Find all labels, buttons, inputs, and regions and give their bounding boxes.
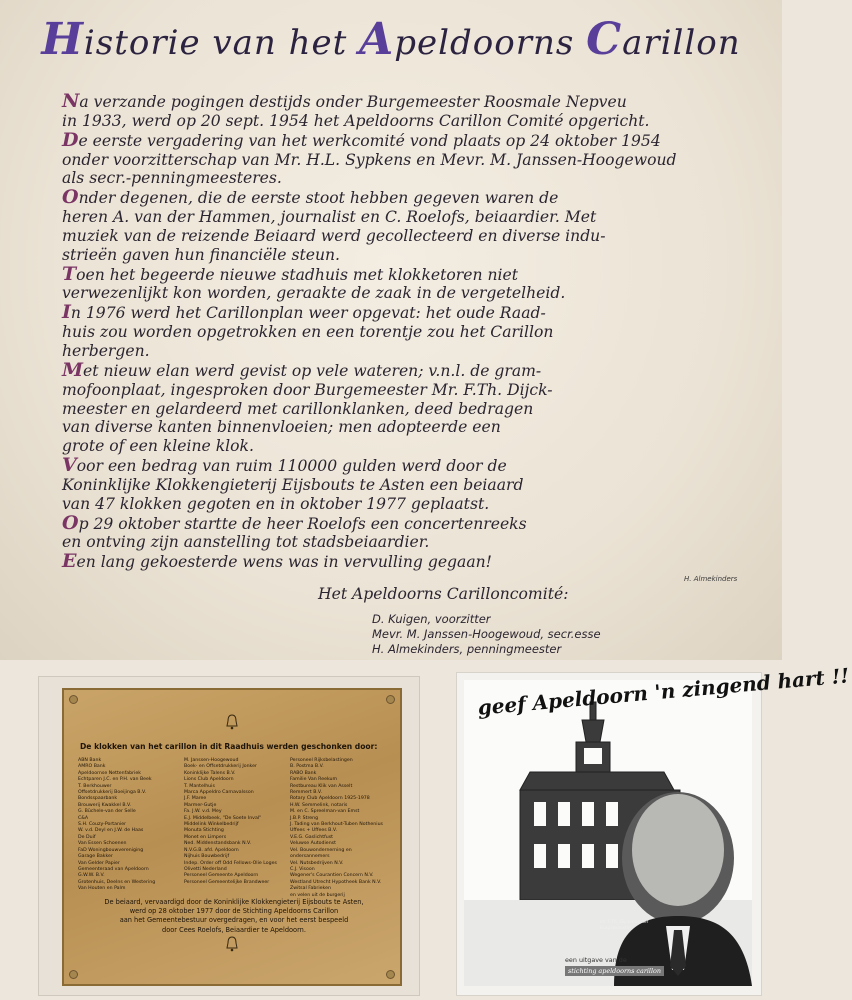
line-text: oor een bedrag van ruim 110000 gulden werd door de [76,457,507,476]
donor-name: Van Houten en Palm [78,886,126,892]
line-text: meester en gelardeerd met carillonklanken, deed bedragen [62,399,534,418]
line-text: oen het begeerde nieuwe stadhuis met klokketoren niet [76,265,518,284]
text-line [62,188,727,208]
text-line [62,456,727,476]
donor-name: H.W. Semmelink, notaris [290,802,348,808]
text-line [62,169,727,188]
donor-name: J.B.P. Streng [290,815,319,821]
text-line [62,533,727,552]
mayor-caption: Mr. F.Th. Dijckmeester Burgemeester [600,920,649,931]
donor-name: Bondsspaarbank [78,796,118,802]
donor-name: Restbureau Klik van Asselt [290,783,353,789]
title-initial-a: A [359,14,395,65]
donor-name: Personeel Gemeente Apeldoorn [184,873,259,879]
donor-name: J.F. Maree [184,796,207,802]
donor-name: Vel. Bouwondernerning en ondersannemers [290,847,352,860]
donor-column [184,758,286,899]
line-text: a verzande pogingen destijds onder Burgemeester Roosmale Nepveu [79,93,627,111]
donor-name: Brouwerij Kwakkel B.V. [78,802,132,808]
text-line [62,92,727,112]
text-line [62,227,727,246]
screw-icon [69,695,78,704]
line-text: als secr.-penningmeesteres. [62,169,282,188]
screw-icon [386,970,395,979]
donor-name: Grotenhuis, Deelns en Westering [78,879,156,885]
text-line [62,437,727,456]
plaque-footer [78,898,390,935]
title-part-3: arillon [622,23,741,63]
poster-credit: een uitgave van de [565,956,627,964]
small-signature: H. Almekinders [684,575,738,583]
title-part-2: peldoorns [394,23,587,63]
line-text: Koninklijke Klokkengieterij Eijsbouts te Asten een beiaard [62,475,524,494]
donor-name: N.V.G.B. afd. Apeldoorn [184,847,239,853]
donor-name: M. en C. Spreelman-van Emst [290,809,360,815]
committee-name: Het Apeldoorns Carilloncomité: [318,585,569,603]
initial-letter: V [62,454,77,477]
donor-name: Indep. Order off Odd Fellows-Olie Loges [184,860,277,866]
initial-letter: T [62,262,77,285]
text-line [62,511,727,534]
donor-column [78,758,180,899]
line-text: et nieuw elan werd gevist op vele wateren; v.n.l. de gram- [83,361,542,380]
poster-banner: geef Apeldoorn 'n zingend hart !! [476,663,851,720]
donor-name: M. Janssen-Hoogewoud [184,758,239,763]
line-text: muziek van de reizende Beiaard werd gecollecteerd en diverse indu- [62,226,606,245]
donor-name: C.J. Visoon [290,866,315,872]
donor-name: T. Mantelhuis [184,783,215,789]
line-text: en lang gekoesterde wens was in vervulling gegaan! [76,553,492,572]
line-text: van diverse kanten binnenvloeien; men adopteerde een [62,418,501,437]
text-line [62,128,727,151]
member-line: D. Kuigen, voorzitter [372,612,491,626]
donor-name: J. Tading van Berkhout-Tuben Nothenius [290,822,383,828]
donor-name: FaD Woningbouwvereniging [78,847,144,853]
history-text [62,92,727,572]
text-line [62,476,727,495]
initial-letter: E [62,550,77,573]
donor-name: Familie Van Reekum [290,777,338,783]
donor-name: Monuta Stichting [184,828,224,834]
line-text: p 29 oktober startte de heer Roelofs een concertenreeks [78,514,527,533]
line-text: mofoonplaat, ingesproken door Burgemeester Mr. F.Th. Dijck- [62,380,553,399]
donor-name: Marmer-Gutje [184,802,217,808]
donor-name: G. Büchele-van der Selle [78,809,136,815]
text-line [62,400,727,419]
donor-name: RABO Bank [290,770,317,776]
donor-name: Rotary Club Apeldoorn 1925-1978 [290,796,370,802]
member-line: Mevr. M. Janssen-Hoogewoud, secr.esse [372,627,601,641]
donor-name: Van Gelder Papier [78,860,120,866]
text-line [62,418,727,437]
text-line [62,358,727,381]
donor-name: Marca Appeldro Carnavalsson [184,790,254,796]
line-text: onder voorzitterschap van Mr. H.L. Sypkens en Mevr. M. Janssen-Hoogewoud [62,150,677,169]
donor-name: en velen uit de burgerij [290,892,345,898]
line-text: herbergen. [62,341,150,360]
initial-letter: I [62,301,71,324]
donor-name: Veluwse Autodienst [290,841,336,847]
donor-name: Garage Bakker [78,854,113,860]
donor-name: Koninklijke Talens B.V. [184,770,236,776]
line-text: n 1976 werd het Carillonplan weer opgevat: het oude Raad- [70,304,546,323]
donor-name: Echtparen J.C. en P.H. van Beek [78,777,152,783]
plaque-footer-line: aan het Gemeentebestuur overgedragen, en voor het eerst bespeeld [119,916,349,925]
line-text: in 1933, werd op 20 sept. 1954 het Apeldoorns Carillon Comité opgericht. [62,111,650,130]
initial-letter: O [62,186,79,209]
donor-name: T. Berkhouwer [78,783,112,789]
text-line [62,381,727,400]
donor-name: Ned. Middenstandsbank N.V. [184,841,252,847]
donor-name: Remmert B.V. [290,790,322,796]
donor-name: Apeldoornse Nettenfabriek [78,770,141,776]
donor-name: Personeel Rijksbelastingen [290,758,353,763]
text-line [62,112,727,131]
donor-name: Middelink Winkelbedrijf [184,822,239,828]
donor-name: ABN Bank [78,758,102,763]
donor-name: Lions Club Apeldoorn [184,777,234,783]
donor-name: Monet en Limpers [184,834,227,840]
initial-letter: M [62,358,84,381]
donor-name: Van Essen Schoenen [78,841,127,847]
text-line [62,552,727,572]
donor-name: Wegener's Courantien Concern N.V. [290,873,374,879]
donor-column [290,758,392,899]
title-initial-c: C [586,14,623,65]
donor-name: De Duif [78,834,96,840]
donor-name: Personeel Gemeentelijke Brandweer [184,879,270,885]
plaque-footer-line: werd op 28 oktober 1977 door de Stichting Apeldoorns Carillon [129,907,339,916]
committee-members [372,612,601,657]
text-line [62,151,727,170]
donor-name: Olivetti Nederland [184,866,227,872]
text-line [62,246,727,265]
title-initial-h: H [41,14,84,65]
bell-icon [225,936,239,952]
screw-icon [69,970,78,979]
donor-name: C&A [78,815,89,821]
line-text: e eerste vergadering van het werkcomité vond plaats op 24 oktober 1954 [78,131,661,150]
text-line [62,208,727,227]
line-text: huis zou worden opgetrokken en een torentje zou het Carillon [62,323,554,342]
bell-icon [225,714,239,730]
line-text: en ontving zijn aanstelling tot stadsbeiaardier. [62,533,430,552]
donor-name: Offsetdrukkerij Boeijinga B.V. [78,790,147,796]
donor-name: Zwitsal Fabrieken [290,886,331,892]
line-text: heren A. van der Hammen, journalist en C. Roelofs, beiaardier. Met [62,208,597,227]
donor-name: G.W.W. B.V. [78,873,105,879]
line-text: strieën gaven hun financiële steun. [62,245,341,264]
text-line [62,323,727,342]
line-text: nder degenen, die de eerste stoot hebben gegeven waren de [78,189,559,208]
plaque-footer-line: door Cees Roelofs, Beiaardier te Apeldoorn. [162,925,306,934]
donor-list [78,758,392,899]
initial-letter: D [62,128,79,151]
plaque-footer-line: De beiaard, vervaardigd door de Koninklijke Klokkengieterij Eijsbouts te Asten, [104,898,364,906]
donor-name: Nijhuis Bouwbedrijf [184,854,230,860]
donor-name: Boek- en Offsetdrukkerij Jonker [184,764,257,770]
text-line [62,495,727,514]
poster-credit-org: stichting apeldoorns carillon [565,966,664,976]
donor-name: Westland Utrecht Hypotheek Bank N.V. [290,879,382,885]
initial-letter: O [62,511,79,534]
plaque-heading: De klokken van het carillon in dit Raadhuis werden geschonken door: [80,742,378,751]
member-line: H. Almekinders, penningmeester [372,642,562,656]
donor-name: W. v.d. Deyl en J.W. de Haas [78,828,144,834]
donor-name: AMRO Bank [78,764,106,770]
initial-letter: N [62,90,80,112]
line-text: van 47 klokken gegoten en in oktober 1977 geplaatst. [62,494,490,513]
poster-photo [464,663,851,986]
text-line [62,262,727,285]
donor-name: B. Postma B.V. [290,764,324,770]
document-title [0,14,782,65]
donor-name: S.H. Couzy-Portanier [78,822,127,828]
text-line [62,284,727,303]
title-part-1: istorie van het [83,23,360,63]
text-line [62,342,727,361]
donor-name: V.E.G. Gaslichtfust [290,834,333,840]
bronze-plaque [62,688,402,986]
line-text: grote of een kleine klok. [62,437,254,456]
donor-name: Vel. Nutsbedrijven N.V. [290,860,344,866]
donor-name: Fa. J.W. v.d. Mey [184,809,222,815]
donor-name: E.J. Middelbeek, "De Soete Inval" [184,815,262,821]
donor-name: Gemeenteraad van Apeldoorn [78,866,149,872]
line-text: verwezenlijkt kon worden, geraakte de zaak in de vergetelheid. [62,284,566,303]
text-line [62,303,727,323]
screw-icon [386,695,395,704]
donor-name: Uffees + Uffees B.V. [290,828,337,834]
